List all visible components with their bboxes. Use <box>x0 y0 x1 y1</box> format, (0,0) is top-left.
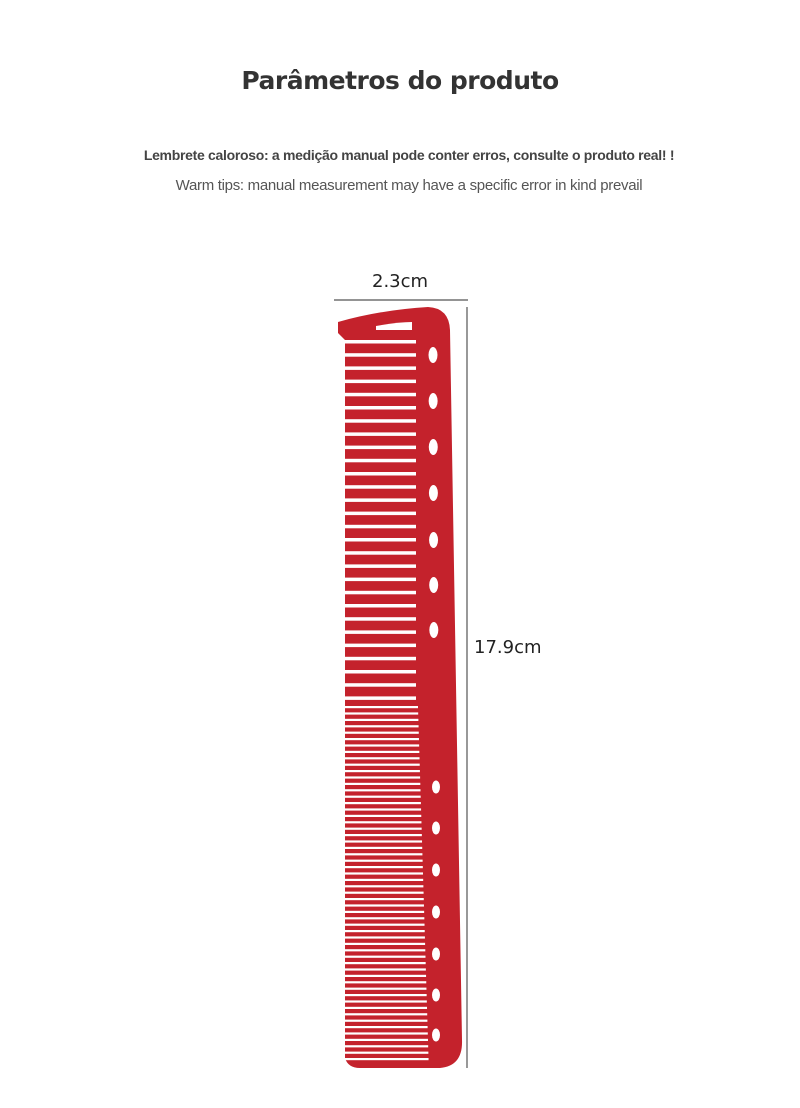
comb-hole <box>432 989 440 1002</box>
comb-tooth-gap <box>340 789 420 791</box>
comb-tooth-gap <box>340 1000 427 1002</box>
comb-tooth-gap <box>340 738 419 740</box>
comb-tooth-gap <box>340 815 421 817</box>
comb-hole <box>432 948 440 961</box>
comb-tooth-gap <box>340 670 416 674</box>
comb-tooth-gap <box>340 1026 428 1028</box>
comb-tooth-gap <box>340 366 416 370</box>
comb-tooth-gap <box>340 706 418 708</box>
comb-tooth-gap <box>340 968 426 970</box>
length-dimension-label: 17.9cm <box>474 637 542 658</box>
comb-tooth-gap <box>340 834 422 836</box>
comb-tooth-gap <box>340 885 423 887</box>
comb-tooth-gap <box>340 1045 428 1047</box>
comb-tooth-gap <box>340 446 416 450</box>
comb-tooth-gap <box>340 406 416 410</box>
comb-tooth-gap <box>340 393 416 397</box>
comb-tooth-gap <box>340 1013 427 1015</box>
comb-tooth-gap <box>340 975 426 977</box>
comb-hole <box>429 393 438 409</box>
comb-image <box>338 307 462 1068</box>
comb-tooth-gap <box>340 943 425 945</box>
comb-tooth-gap <box>340 551 416 555</box>
comb-tooth-gap <box>340 917 424 919</box>
comb-tooth-gap <box>340 898 424 900</box>
comb-tooth-gap <box>340 962 426 964</box>
comb-tooth-gap <box>340 525 416 529</box>
comb-tooth-gap <box>340 808 421 810</box>
comb-tooth-gap <box>340 340 416 344</box>
page-title: Parâmetros do produto <box>241 66 559 95</box>
width-dimension-label: 2.3cm <box>372 271 429 292</box>
comb-tooth-gap <box>340 924 425 926</box>
comb-tooth-gap <box>340 949 425 951</box>
comb-tooth-gap <box>340 1007 427 1009</box>
comb-tooth-gap <box>340 981 426 983</box>
warm-tip-english: Warm tips: manual measurement may have a specific error in kind prevail <box>175 177 643 194</box>
comb-tooth-gap <box>340 1020 427 1022</box>
comb-tooth-gap <box>340 840 422 842</box>
comb-tooth-gap <box>340 879 423 881</box>
comb-tooth-gap <box>340 751 419 753</box>
comb-tooth-gap <box>340 683 416 687</box>
comb-tooth-gap <box>340 538 416 542</box>
comb-hole <box>432 781 440 794</box>
comb-tooth-gap <box>340 1039 428 1041</box>
comb-tooth-gap <box>340 498 416 502</box>
comb-tooth-gap <box>340 828 422 830</box>
comb-tooth-gap <box>340 696 416 700</box>
warm-tip-portuguese: Lembrete caloroso: a medição manual pode conter erros, consulte o produto real! ! <box>143 147 675 163</box>
comb-tooth-gap <box>340 1058 429 1060</box>
comb-tooth-gap <box>340 757 420 759</box>
comb-tooth-gap <box>340 956 425 958</box>
comb-tooth-gap <box>340 732 419 734</box>
comb-hole <box>432 906 440 919</box>
comb-tooth-gap <box>340 770 420 772</box>
comb-tooth-gap <box>340 1032 428 1034</box>
comb-hole <box>432 1029 440 1042</box>
comb-tooth-gap <box>340 904 424 906</box>
comb-tooth-gap <box>340 936 425 938</box>
comb-tooth-gap <box>340 353 416 357</box>
comb-tooth-gap <box>340 872 423 874</box>
comb-tooth-gap <box>340 821 421 823</box>
comb-tooth-gap <box>340 892 424 894</box>
comb-tooth-gap <box>340 719 418 721</box>
comb-tooth-gap <box>340 617 416 621</box>
comb-hole <box>429 439 438 455</box>
comb-tooth-gap <box>340 630 416 634</box>
comb-tooth-gap <box>340 472 416 476</box>
comb-tooth-gap <box>340 994 427 996</box>
comb-hole <box>429 577 438 593</box>
comb-tooth-gap <box>340 419 416 423</box>
comb-tooth-gap <box>340 802 421 804</box>
comb-tooth-gap <box>340 796 421 798</box>
comb-tooth-gap <box>340 860 423 862</box>
comb-tooth-gap <box>340 866 423 868</box>
comb-hole <box>429 347 438 363</box>
comb-tooth-gap <box>340 1052 428 1054</box>
comb-tooth-gap <box>340 725 419 727</box>
comb-hole <box>429 532 438 548</box>
comb-tooth-gap <box>340 564 416 568</box>
comb-tooth-gap <box>340 380 416 384</box>
comb-tooth-gap <box>340 591 416 595</box>
comb-tooth-gap <box>340 644 416 648</box>
comb-tooth-gap <box>340 911 424 913</box>
comb-tooth-gap <box>340 744 419 746</box>
comb-tooth-gap <box>340 459 416 463</box>
comb-tooth-gap <box>340 764 420 766</box>
comb-hole <box>432 822 440 835</box>
comb-tooth-gap <box>340 512 416 515</box>
comb-tooth-gap <box>340 712 418 714</box>
comb-hole <box>432 864 440 877</box>
comb-tooth-gap <box>340 783 420 785</box>
comb-tooth-gap <box>340 657 416 661</box>
comb-tooth-gap <box>340 485 416 489</box>
comb-tooth-gap <box>340 604 416 608</box>
comb-tooth-gap <box>340 988 426 990</box>
comb-tooth-gap <box>340 578 416 582</box>
comb-tooth-gap <box>340 847 422 849</box>
comb-hole <box>429 622 438 638</box>
comb-tooth-gap <box>340 930 425 932</box>
comb-hole <box>429 485 438 501</box>
comb-tooth-gap <box>340 432 416 436</box>
comb-tooth-gap <box>340 776 420 778</box>
comb-tooth-gap <box>340 853 422 855</box>
